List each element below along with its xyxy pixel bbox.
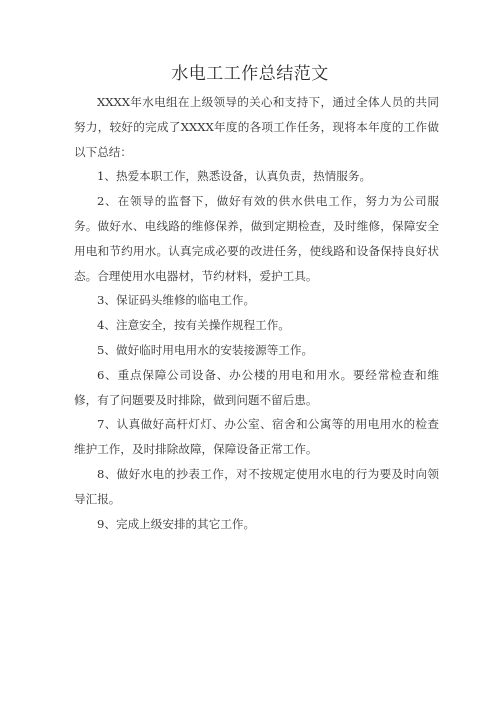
- item-1-paragraph: 1、热爱本职工作，熟悉设备，认真负责，热情服务。: [97, 169, 372, 184]
- item-8-paragraph: 8、做好水电的抄表工作，对不按规定使用水电的行为要及时向领导汇报。: [74, 466, 439, 506]
- item-5-paragraph: 5、做好临时用电用水的安装接源等工作。: [97, 342, 314, 357]
- document-title: 水电工工作总结范文: [171, 64, 329, 84]
- item-3-paragraph: 3、保证码头维修的临电工作。: [97, 293, 256, 308]
- document-body: [74, 90, 439, 536]
- item-9-paragraph: 9、完成上级安排的其它工作。: [97, 516, 256, 531]
- intro-paragraph: XXXX年水电组在上级领导的关心和支持下，通过全体人员的共同努力，较好的完成了XXXX年度的各项工作任务，现将本年度的工作做以下总结：: [74, 95, 439, 159]
- item-4-paragraph: 4、注意安全，按有关操作规程工作。: [97, 318, 290, 333]
- item-6-paragraph: 6、重点保障公司设备、办公楼的用电和用水。要经常检查和维修，有了问题要及时排除，做到问题不留后患。: [74, 367, 439, 407]
- item-7-paragraph: 7、认真做好高杆灯灯、办公室、宿舍和公寓等的用电用水的检查维护工作，及时排除故障，保障设备正常工作。: [74, 417, 439, 457]
- item-2-paragraph: 2、在领导的监督下，做好有效的供水供电工作，努力为公司服务。做好水、电线路的维修保养，做到定期检查，及时维修，保障安全用电和节约用水。认真完成必要的改进任务，使线路和设备保持良好状态。合理使用水电器材，节约材料，爱护工具。: [74, 194, 439, 283]
